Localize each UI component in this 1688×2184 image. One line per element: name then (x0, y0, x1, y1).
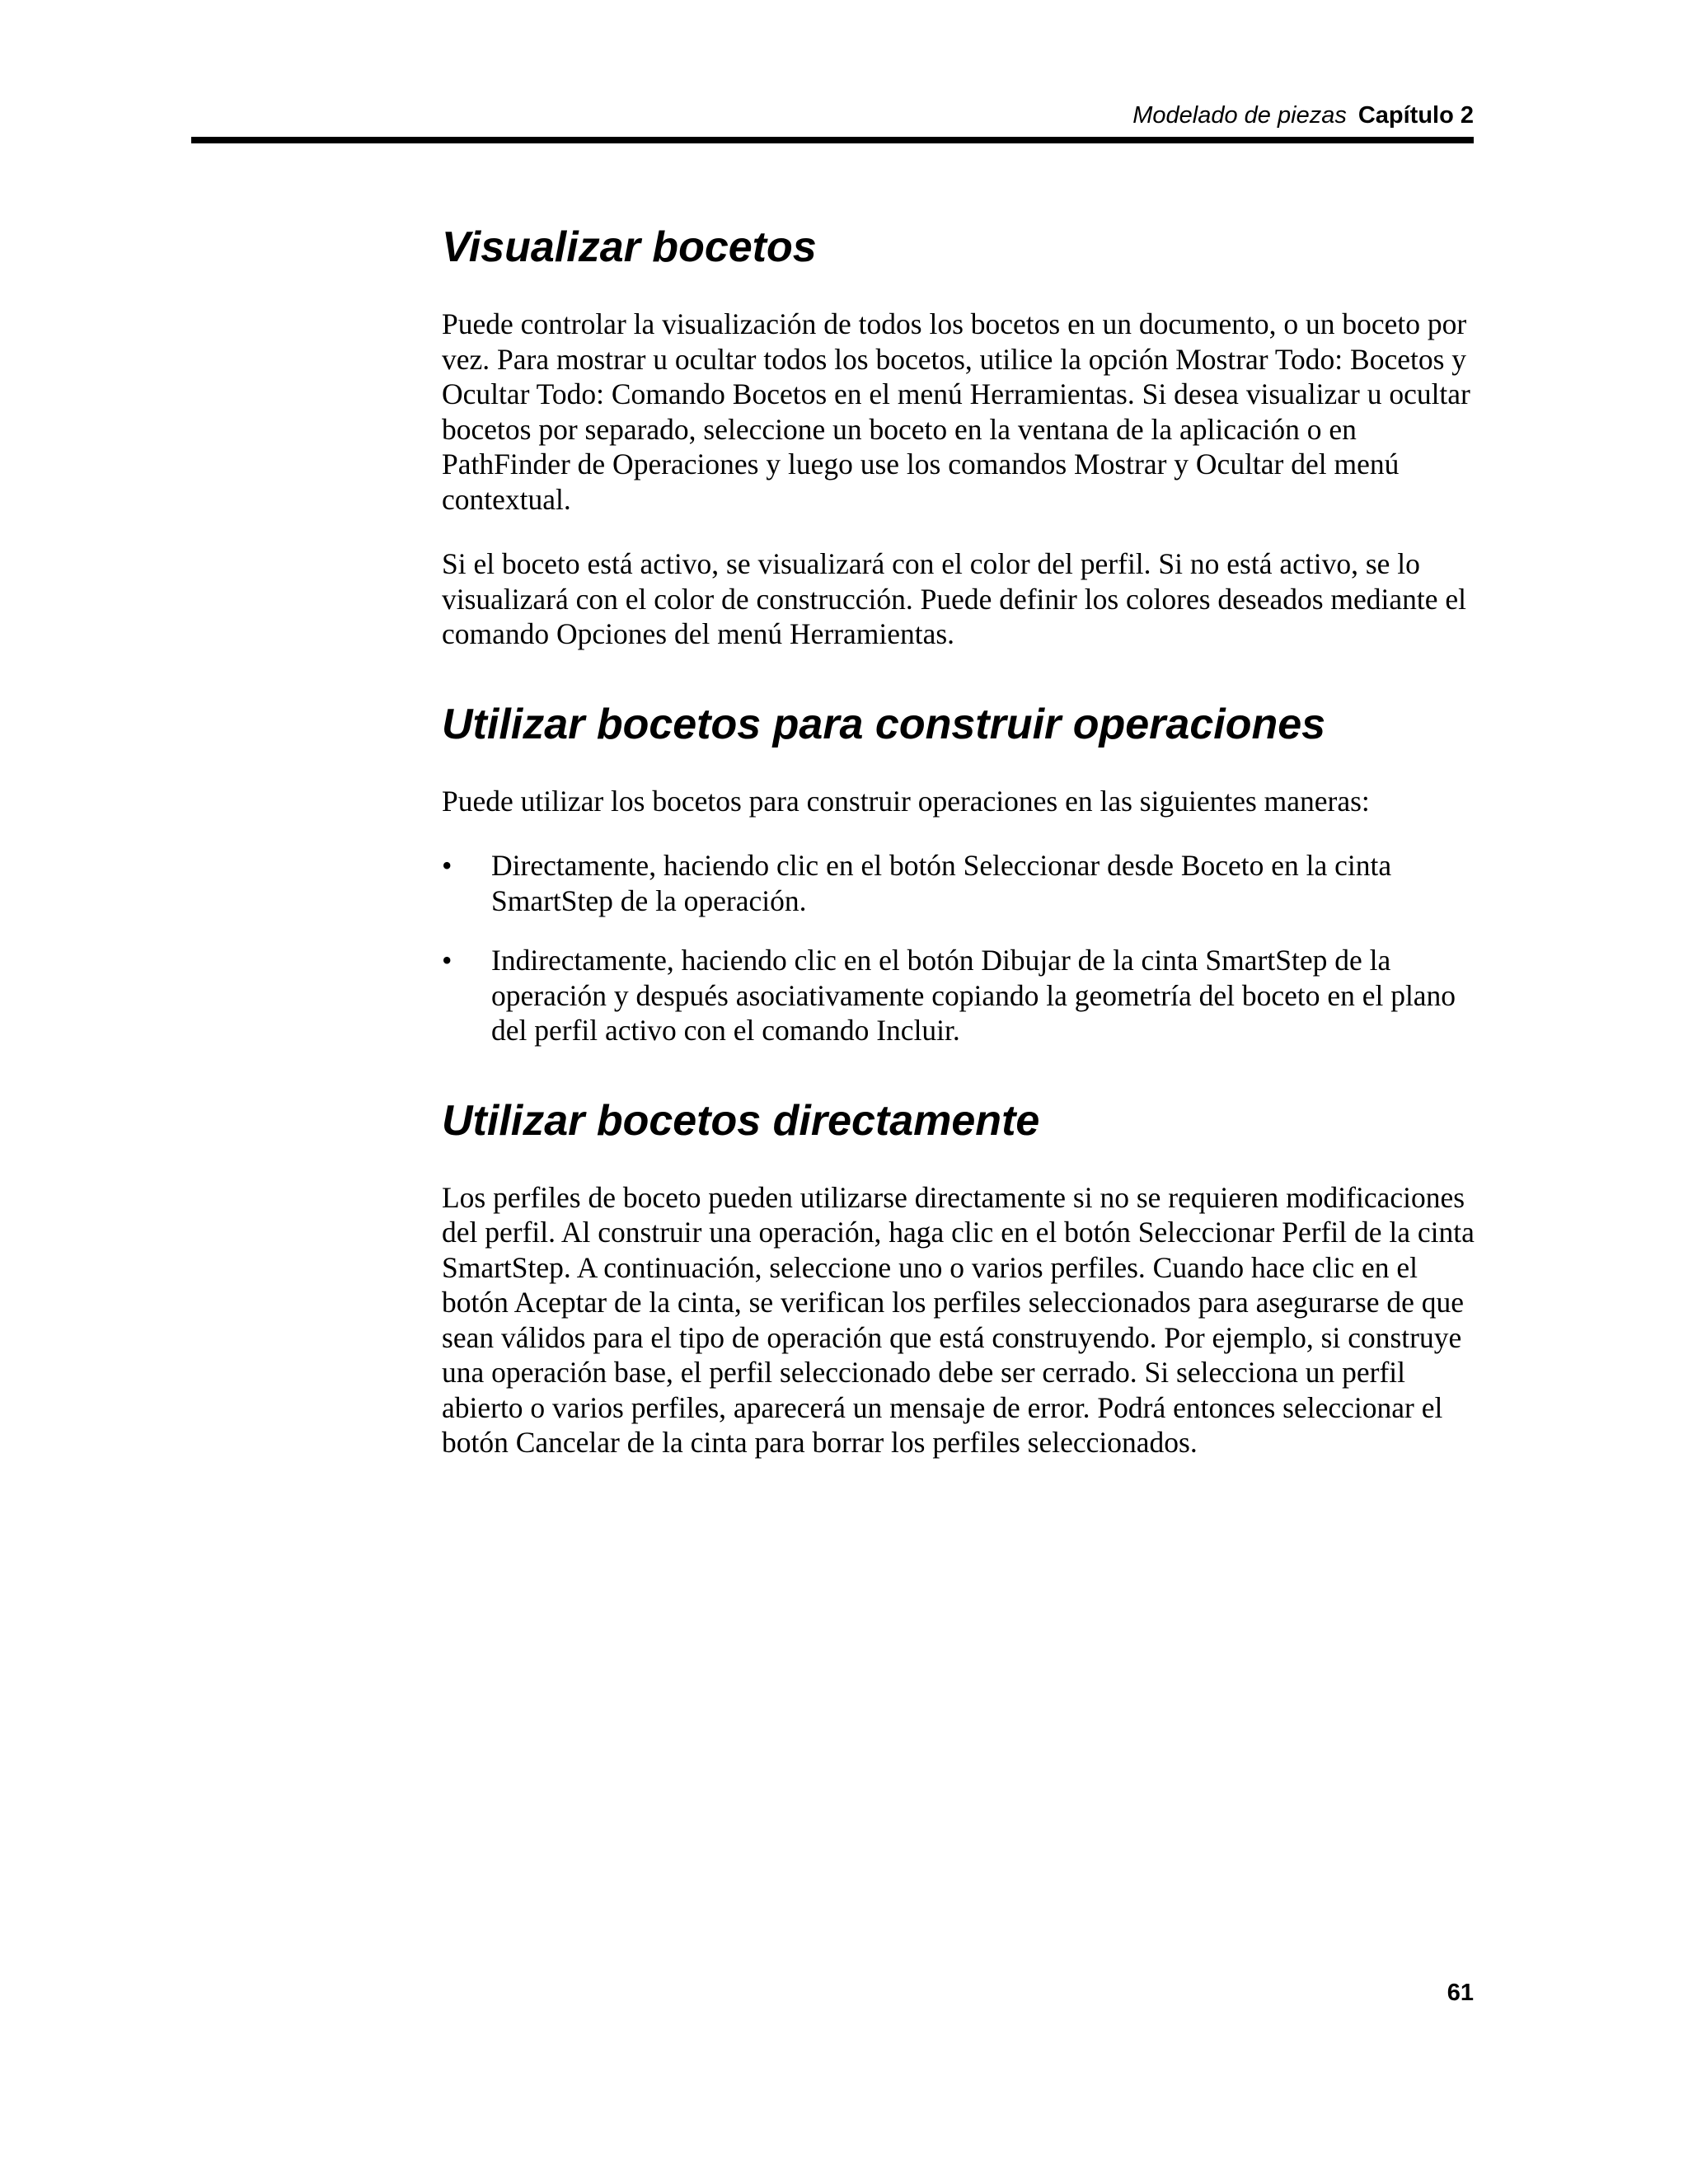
section-heading: Visualizar bocetos (442, 223, 817, 271)
section-utilizar-bocetos-construir (442, 698, 1477, 1048)
paragraph: Puede controlar la visualización de todos los bocetos en un documento, o un boceto por vez. Para mostrar u ocultar todos los bocetos, utilice la opción Mostrar Todo: Bocetos y Ocultar Todo: Comando Bocetos en el menú Herramientas. Si desea visualizar u ocultar bocetos por separado, seleccione un boceto en la ventana de la aplicación o en PathFinder de Operaciones y luego use los comandos Mostrar y Ocultar del menú contextual. (442, 307, 1470, 516)
header-chapter: Capítulo 2 (1357, 102, 1474, 129)
bullet-list (442, 848, 1477, 1048)
running-header (191, 97, 1474, 134)
page-content (442, 221, 1477, 1507)
header-rule (191, 137, 1474, 143)
list-item (442, 848, 1477, 918)
paragraph: Puede utilizar los bocetos para construir operaciones en las siguientes maneras: (442, 784, 1370, 818)
list-item-text: Directamente, haciendo clic en el botón Seleccionar desde Boceto en la cinta SmartStep de la operación. (491, 849, 1392, 917)
paragraph: Si el boceto está activo, se visualizará con el color del perfil. Si no está activo, se lo visualizará con el color de construcción. Puede definir los colores deseados mediante el comando Opciones del menú Herramientas. (442, 547, 1467, 650)
section-heading: Utilizar bocetos directamente (442, 1096, 1040, 1145)
list-item (442, 943, 1477, 1048)
section-utilizar-bocetos-directamente (442, 1094, 1477, 1460)
paragraph: Los perfiles de boceto pueden utilizarse directamente si no se requieren modificaciones del perfil. Al construir una operación, haga clic en el botón Seleccionar Perfil de la cinta SmartStep. A continuación, seleccione uno o varios perfiles. Cuando hace clic en el botón Aceptar de la cinta, se verifican los perfiles seleccionados para asegurarse de que sean válidos para el tipo de operación que está construyendo. Por ejemplo, si construye una operación base, el perfil seleccionado debe ser cerrado. Si selecciona un perfil abierto o varios perfiles, aparecerá un mensaje de error. Podrá entonces seleccionar el botón Cancelar de la cinta para borrar los perfiles seleccionados. (442, 1180, 1475, 1459)
bullet-icon: • (442, 944, 452, 977)
section-heading: Utilizar bocetos para construir operaciones (442, 700, 1326, 748)
page-number: 61 (1447, 1980, 1474, 2006)
header-section-title: Modelado de piezas (1132, 102, 1347, 129)
list-item-text: Indirectamente, haciendo clic en el botón Dibujar de la cinta SmartStep de la operación y después asociativamente copiando la geometría del boceto en el plano del perfil activo con el comando Incluir. (491, 944, 1456, 1047)
bullet-icon: • (442, 849, 452, 882)
section-visualizar-bocetos (442, 221, 1477, 652)
